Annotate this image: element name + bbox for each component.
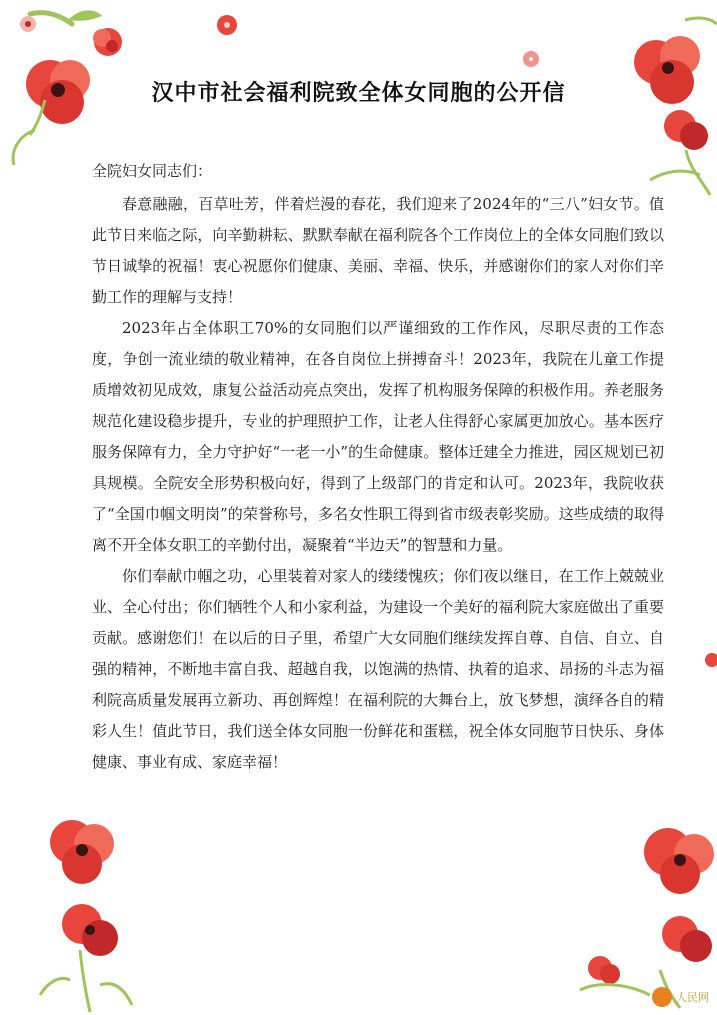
page-title: 汉中市社会福利院致全体女同胞的公开信	[151, 80, 566, 106]
poppy-flower-icon	[700, 650, 717, 670]
poppy-flower-icon	[212, 10, 242, 40]
paragraph: 你们奉献巾帼之功，心里装着对家人的缕缕愧疚；你们夜以继日，在工作上兢兢业业、全心付出；你们牺牲个人和小家利益，为建设一个美好的福利院大家庭做出了重要贡献。感谢您们！在以后的日子里，希望广大女同胞们继续发挥自尊、自信、自立、自强的精神，不断地丰富自我、超越自我，以饱满的热情、执着的追求、昂扬的斗志为福利院高质量发展再立新功、再创辉煌！在福利院的大舞台上，放飞梦想，演绎各自的精彩人生！值此节日，我们送全体女同胞一份鲜花和蛋糕，祝全体女同胞节日快乐、身体健康、事业有成、家庭幸福！	[92, 567, 664, 771]
watermark-text: 人民网	[676, 991, 709, 1004]
poppy-flower-icon	[30, 800, 140, 1015]
paragraph: 2023年占全体职工70%的女同胞们以严谨细致的工作作风，尽职尽责的工作态度，争创一流业绩的敬业精神，在各自岗位上拼搏奋斗！2023年，我院在儿童工作提质增效初见成效，康复公益活动亮点突出，发挥了机构服务保障的积极作用。养老服务规范化建设稳步提升，专业的护理照护工作，让老人住得舒心家属更加放心。基本医疗服务保障有力，全力守护好“一老一小”的生命健康。整体迁建全力推进，园区规划已初具规模。全院安全形势积极向好，得到了上级部门的肯定和认可。2023年，我院收获了“全国巾帼文明岗”的荣誉称号，多名女性职工得到省市级表彰奖励。这些成绩的取得离不开全体女职工的辛勤付出，凝聚着“半边天”的智慧和力量。	[92, 319, 664, 554]
watermark	[652, 987, 709, 1007]
salutation: 全院妇女同志们：	[92, 162, 213, 180]
letter-body	[92, 156, 664, 778]
poppy-flower-icon	[570, 820, 717, 1010]
paragraph: 春意融融，百草吐芳，伴着烂漫的春花，我们迎来了2024年的“三八”妇女节。值此节日来临之际，向辛勤耕耘、默默奉献在福利院各个工作岗位上的全体女同胞们致以节日诚挚的祝福！衷心祝愿你们健康、美丽、幸福、快乐，并感谢你们的家人对你们辛勤工作的理解与支持！	[92, 195, 664, 306]
logo-icon	[652, 987, 672, 1007]
poppy-flower-icon	[520, 48, 542, 70]
